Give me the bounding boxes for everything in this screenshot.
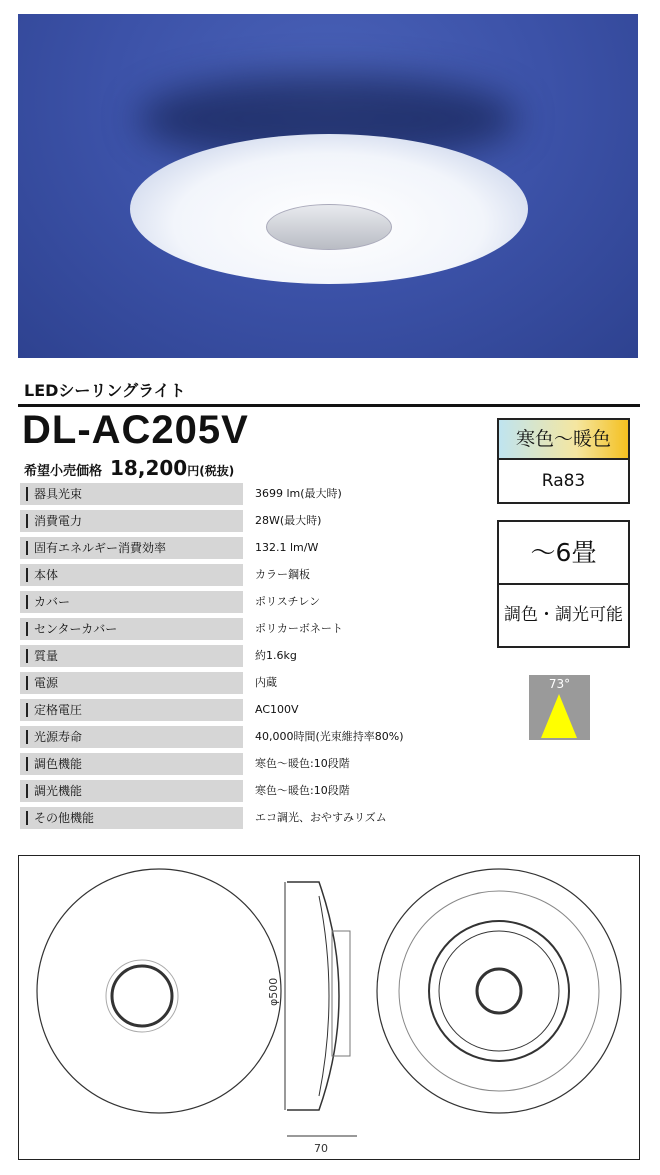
spec-label-text: 調色機能 bbox=[34, 757, 83, 771]
spec-label bbox=[20, 753, 243, 775]
back-view bbox=[377, 869, 621, 1113]
spec-label-text: カバー bbox=[34, 595, 71, 609]
spec-label-text: 器具光束 bbox=[34, 487, 83, 501]
spec-label bbox=[20, 726, 243, 748]
spec-label bbox=[20, 807, 243, 829]
spec-row bbox=[20, 753, 440, 780]
spec-value: ポリカーボネート bbox=[255, 622, 343, 635]
spec-value: ポリスチレン bbox=[255, 595, 321, 608]
price-value: 18,200 bbox=[110, 456, 188, 480]
spec-label bbox=[20, 564, 243, 586]
spec-row bbox=[20, 699, 440, 726]
spec-value: AC100V bbox=[255, 703, 299, 716]
color-range: 寒色〜暖色 bbox=[499, 420, 628, 460]
spec-value: 寒色〜暖色:10段階 bbox=[255, 784, 350, 797]
ra-value: Ra83 bbox=[541, 471, 586, 491]
spec-value: 132.1 lm/W bbox=[255, 541, 319, 554]
spec-row bbox=[20, 807, 440, 834]
spec-row bbox=[20, 672, 440, 699]
spec-label bbox=[20, 672, 243, 694]
model-number: DL-AC205V bbox=[22, 408, 249, 452]
spec-value: エコ調光、おやすみリズム bbox=[255, 811, 387, 824]
spec-value: 約1.6kg bbox=[255, 649, 297, 662]
spec-value: 寒色〜暖色:10段階 bbox=[255, 757, 350, 770]
spec-value: 28W(最大時) bbox=[255, 514, 322, 527]
spec-table bbox=[20, 483, 440, 834]
spec-label-text: 消費電力 bbox=[34, 514, 83, 528]
beam-angle: 73° bbox=[548, 677, 571, 691]
spec-row bbox=[20, 726, 440, 753]
spec-value: 3699 lm(最大時) bbox=[255, 487, 342, 500]
price bbox=[24, 456, 234, 480]
spec-value: カラー鋼板 bbox=[255, 568, 310, 581]
spec-label bbox=[20, 645, 243, 667]
color-badge bbox=[497, 418, 630, 504]
spec-label bbox=[20, 618, 243, 640]
spec-row bbox=[20, 618, 440, 645]
spec-label bbox=[20, 510, 243, 532]
price-label: 希望小売価格 bbox=[24, 464, 103, 479]
spec-label-text: 調光機能 bbox=[34, 784, 83, 798]
beam-angle-icon bbox=[529, 675, 590, 740]
product-photo bbox=[18, 14, 638, 358]
spec-label-text: 定格電圧 bbox=[34, 703, 83, 717]
spec-row bbox=[20, 591, 440, 618]
spec-label-text: 質量 bbox=[34, 649, 59, 663]
price-unit: 円(税抜) bbox=[187, 464, 235, 478]
spec-label-text: 固有エネルギー消費効率 bbox=[34, 541, 167, 555]
spec-label bbox=[20, 591, 243, 613]
spec-value: 40,000時間(光束維持率80%) bbox=[255, 730, 404, 743]
product-category: LEDシーリングライト bbox=[24, 381, 186, 400]
spec-label bbox=[20, 537, 243, 559]
spec-label-text: その他機能 bbox=[34, 811, 95, 825]
front-view bbox=[37, 869, 281, 1113]
spec-row bbox=[20, 510, 440, 537]
spec-label-text: 電源 bbox=[34, 676, 59, 690]
spec-label bbox=[20, 483, 243, 505]
side-view bbox=[285, 882, 357, 1136]
height-label: 70 bbox=[314, 1142, 328, 1155]
spec-label-text: センターカバー bbox=[34, 622, 118, 636]
spec-row bbox=[20, 780, 440, 807]
spec-row bbox=[20, 537, 440, 564]
room-size: 〜6畳 bbox=[499, 522, 628, 585]
spec-row bbox=[20, 564, 440, 591]
divider bbox=[18, 404, 640, 407]
diameter-label: φ500 bbox=[267, 977, 280, 1006]
room-badge bbox=[497, 520, 630, 648]
dimension-drawing bbox=[18, 855, 640, 1160]
spec-row bbox=[20, 483, 440, 510]
spec-label-text: 本体 bbox=[34, 568, 59, 582]
spec-row bbox=[20, 645, 440, 672]
spec-label-text: 光源寿命 bbox=[34, 730, 83, 744]
spec-label bbox=[20, 699, 243, 721]
spec-label bbox=[20, 780, 243, 802]
spec-value: 内蔵 bbox=[255, 676, 277, 689]
dimming-label: 調色・調光可能 bbox=[504, 605, 623, 625]
